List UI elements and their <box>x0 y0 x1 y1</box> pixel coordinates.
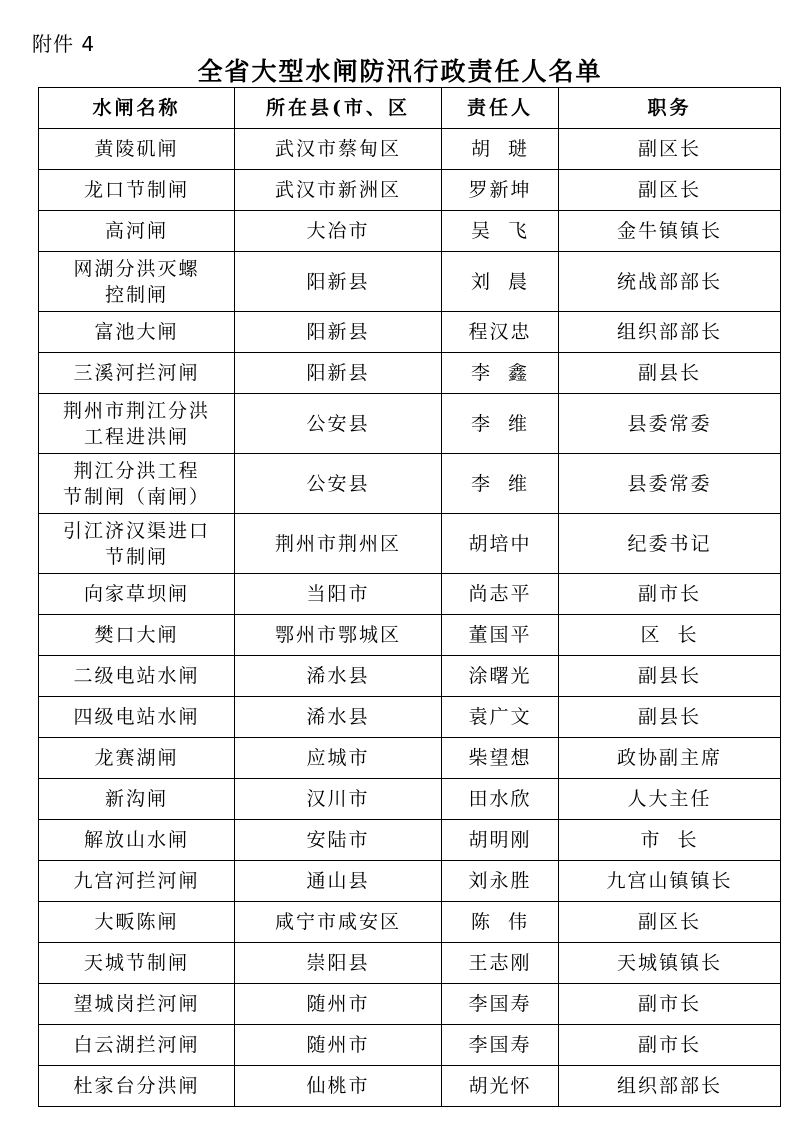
county-cell: 武汉市新洲区 <box>235 170 442 211</box>
person-cell: 李国寿 <box>442 984 559 1025</box>
table-row <box>39 943 781 984</box>
table-header-row <box>39 88 781 129</box>
table-row <box>39 820 781 861</box>
sluice-name-line: 三溪河拦河闸 <box>73 362 200 384</box>
position-cell: 县委常委 <box>559 394 781 454</box>
sluice-name-line: 荆江分洪工程 <box>73 459 200 482</box>
sluice-name-line: 杜家台分洪闸 <box>73 1075 200 1097</box>
position-cell: 区 长 <box>559 615 781 656</box>
table-row <box>39 656 781 697</box>
person-cell: 涂曙光 <box>442 656 559 697</box>
position-cell: 副市长 <box>559 984 781 1025</box>
table-row <box>39 211 781 252</box>
sluice-name-cell <box>39 454 235 514</box>
county-cell: 汉川市 <box>235 779 442 820</box>
position-cell: 纪委书记 <box>559 514 781 574</box>
county-cell: 咸宁市咸安区 <box>235 902 442 943</box>
sluice-name-cell <box>39 1066 235 1107</box>
sluice-name-cell <box>39 211 235 252</box>
sluice-name-line: 新沟闸 <box>104 788 168 810</box>
person-cell: 胡培中 <box>442 514 559 574</box>
table-row <box>39 170 781 211</box>
person-cell: 胡明刚 <box>442 820 559 861</box>
sluice-name-line: 节制闸 <box>104 545 168 568</box>
sluice-name-line: 向家草坝闸 <box>83 583 189 605</box>
header-sluice-name: 水闸名称 <box>39 88 235 129</box>
document-title: 全省大型水闸防汛行政责任人名单 <box>197 57 603 86</box>
roster-body <box>39 129 781 1107</box>
sluice-name-line: 樊口大闸 <box>94 624 179 646</box>
sluice-name-line: 天城节制闸 <box>83 952 189 974</box>
county-cell: 浠水县 <box>235 656 442 697</box>
county-cell: 武汉市蔡甸区 <box>235 129 442 170</box>
sluice-name-line: 解放山水闸 <box>83 829 189 851</box>
person-cell: 吴 飞 <box>442 211 559 252</box>
county-cell: 随州市 <box>235 1025 442 1066</box>
sluice-name-cell <box>39 984 235 1025</box>
county-cell: 鄂州市鄂城区 <box>235 615 442 656</box>
sluice-name-line: 白云湖拦河闸 <box>73 1034 200 1056</box>
county-cell: 仙桃市 <box>235 1066 442 1107</box>
table-row <box>39 1025 781 1066</box>
header-position: 职务 <box>559 88 781 129</box>
sluice-name-line: 望城岗拦河闸 <box>73 993 200 1015</box>
position-cell: 人大主任 <box>559 779 781 820</box>
position-cell: 副县长 <box>559 353 781 394</box>
position-cell: 九宫山镇镇长 <box>559 861 781 902</box>
county-cell: 安陆市 <box>235 820 442 861</box>
sluice-name-cell <box>39 574 235 615</box>
sluice-name-line: 荆州市荆江分洪 <box>62 399 210 422</box>
table-row <box>39 902 781 943</box>
sluice-name-cell <box>39 738 235 779</box>
person-cell: 刘 晨 <box>442 252 559 312</box>
county-cell: 阳新县 <box>235 312 442 353</box>
county-cell: 崇阳县 <box>235 943 442 984</box>
table-row <box>39 312 781 353</box>
table-row <box>39 129 781 170</box>
person-cell: 胡光怀 <box>442 1066 559 1107</box>
sluice-name-cell <box>39 861 235 902</box>
person-cell: 田水欣 <box>442 779 559 820</box>
sluice-name-line: 四级电站水闸 <box>73 706 200 728</box>
table-row <box>39 454 781 514</box>
roster-table <box>38 87 781 1107</box>
sluice-name-line: 引江济汉渠进口 <box>62 519 210 542</box>
person-cell: 罗新坤 <box>442 170 559 211</box>
person-cell: 王志刚 <box>442 943 559 984</box>
position-cell: 金牛镇镇长 <box>559 211 781 252</box>
county-cell: 当阳市 <box>235 574 442 615</box>
person-cell: 尚志平 <box>442 574 559 615</box>
position-cell: 政协副主席 <box>559 738 781 779</box>
person-cell: 刘永胜 <box>442 861 559 902</box>
table-row <box>39 574 781 615</box>
position-cell: 副县长 <box>559 656 781 697</box>
sluice-name-line: 工程进洪闸 <box>83 425 189 448</box>
table-row <box>39 615 781 656</box>
sluice-name-cell <box>39 514 235 574</box>
position-cell: 天城镇镇长 <box>559 943 781 984</box>
position-cell: 县委常委 <box>559 454 781 514</box>
position-cell: 副市长 <box>559 574 781 615</box>
table-row <box>39 252 781 312</box>
position-cell: 副区长 <box>559 170 781 211</box>
position-cell: 副县长 <box>559 697 781 738</box>
sluice-name-cell <box>39 615 235 656</box>
county-cell: 大冶市 <box>235 211 442 252</box>
person-cell: 李国寿 <box>442 1025 559 1066</box>
person-cell: 李 维 <box>442 454 559 514</box>
county-cell: 随州市 <box>235 984 442 1025</box>
person-cell: 程汉忠 <box>442 312 559 353</box>
sluice-name-line: 九宫河拦河闸 <box>73 870 200 892</box>
sluice-name-cell <box>39 697 235 738</box>
position-cell: 副区长 <box>559 129 781 170</box>
sluice-name-cell <box>39 170 235 211</box>
sluice-name-cell <box>39 943 235 984</box>
county-cell: 公安县 <box>235 454 442 514</box>
sluice-name-cell <box>39 902 235 943</box>
person-cell: 柴望想 <box>442 738 559 779</box>
sluice-name-line: 龙赛湖闸 <box>94 747 179 769</box>
sluice-name-cell <box>39 820 235 861</box>
person-cell: 袁广文 <box>442 697 559 738</box>
sluice-name-line: 龙口节制闸 <box>83 179 189 201</box>
table-row <box>39 779 781 820</box>
sluice-name-cell <box>39 353 235 394</box>
sluice-name-line: 富池大闸 <box>94 321 179 343</box>
sluice-name-line: 黄陵矶闸 <box>94 138 179 160</box>
header-county: 所在县(市、区 <box>235 88 442 129</box>
county-cell: 阳新县 <box>235 252 442 312</box>
table-row <box>39 738 781 779</box>
position-cell: 组织部部长 <box>559 312 781 353</box>
table-row <box>39 861 781 902</box>
position-cell: 副市长 <box>559 1025 781 1066</box>
sluice-name-cell <box>39 394 235 454</box>
table-row <box>39 353 781 394</box>
table-row <box>39 394 781 454</box>
position-cell: 副区长 <box>559 902 781 943</box>
county-cell: 阳新县 <box>235 353 442 394</box>
sluice-name-line: 二级电站水闸 <box>73 665 200 687</box>
sluice-name-cell <box>39 129 235 170</box>
sluice-name-line: 节制闸（南闸） <box>62 485 210 508</box>
person-cell: 李 鑫 <box>442 353 559 394</box>
county-cell: 公安县 <box>235 394 442 454</box>
table-row <box>39 697 781 738</box>
person-cell: 董国平 <box>442 615 559 656</box>
sluice-name-cell <box>39 1025 235 1066</box>
table-row <box>39 1066 781 1107</box>
sluice-name-line: 控制闸 <box>104 283 168 306</box>
table-row <box>39 984 781 1025</box>
position-cell: 统战部部长 <box>559 252 781 312</box>
sluice-name-line: 高河闸 <box>104 220 168 242</box>
county-cell: 应城市 <box>235 738 442 779</box>
sluice-name-cell <box>39 312 235 353</box>
position-cell: 市 长 <box>559 820 781 861</box>
county-cell: 通山县 <box>235 861 442 902</box>
position-cell: 组织部部长 <box>559 1066 781 1107</box>
sluice-name-cell <box>39 656 235 697</box>
sluice-name-line: 网湖分洪灭螺 <box>73 257 200 280</box>
person-cell: 胡 琎 <box>442 129 559 170</box>
person-cell: 陈 伟 <box>442 902 559 943</box>
sluice-name-cell <box>39 779 235 820</box>
header-person: 责任人 <box>442 88 559 129</box>
county-cell: 荆州市荆州区 <box>235 514 442 574</box>
county-cell: 浠水县 <box>235 697 442 738</box>
attachment-label: 附件 4 <box>32 32 96 56</box>
sluice-name-cell <box>39 252 235 312</box>
table-row <box>39 514 781 574</box>
person-cell: 李 维 <box>442 394 559 454</box>
sluice-name-line: 大畈陈闸 <box>94 911 179 933</box>
